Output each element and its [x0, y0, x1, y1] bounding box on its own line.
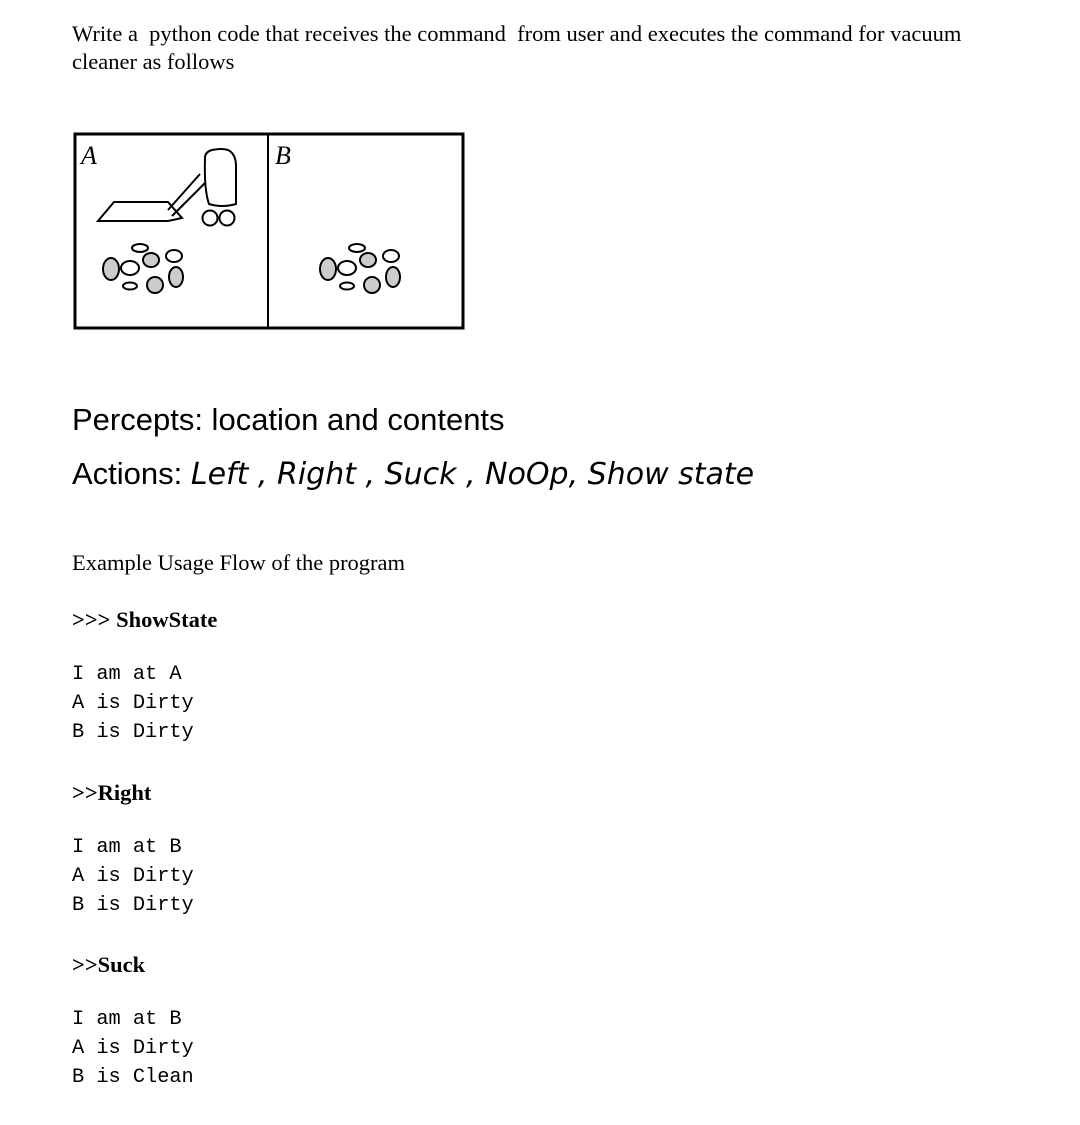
output-line: B is Dirty — [72, 721, 194, 744]
output-line: I am at A — [72, 663, 182, 686]
output-line: A is Dirty — [72, 692, 194, 715]
intro-line-2: cleaner as follows — [72, 49, 235, 74]
room-b-label: B — [275, 141, 291, 170]
output-line: B is Clean — [72, 1066, 194, 1089]
output-line: A is Dirty — [72, 865, 194, 888]
output-block-3 — [72, 1005, 194, 1092]
output-line: I am at B — [72, 1008, 182, 1031]
example-heading: Example Usage Flow of the program — [72, 550, 406, 575]
percepts-line: Percepts: location and contents — [72, 402, 505, 437]
output-line: A is Dirty — [72, 1037, 194, 1060]
actions-prefix: Actions: — [72, 456, 191, 491]
intro-line-1: Write a python code that receives the command from user and executes the command for vacuum — [72, 21, 962, 46]
command-suck: >>Suck — [72, 952, 146, 977]
intro-paragraph — [72, 20, 1057, 76]
output-line: B is Dirty — [72, 894, 194, 917]
output-line: I am at B — [72, 836, 182, 859]
actions-line — [72, 456, 754, 493]
output-block-2 — [72, 833, 194, 920]
command-right: >>Right — [72, 780, 152, 805]
command-showstate: >>> ShowState — [72, 607, 218, 632]
actions-list: Left , Right , Suck , NoOp, Show state — [190, 457, 755, 492]
vacuum-world-figure — [72, 130, 468, 332]
output-block-1 — [72, 660, 194, 747]
room-a-label: A — [81, 141, 97, 170]
